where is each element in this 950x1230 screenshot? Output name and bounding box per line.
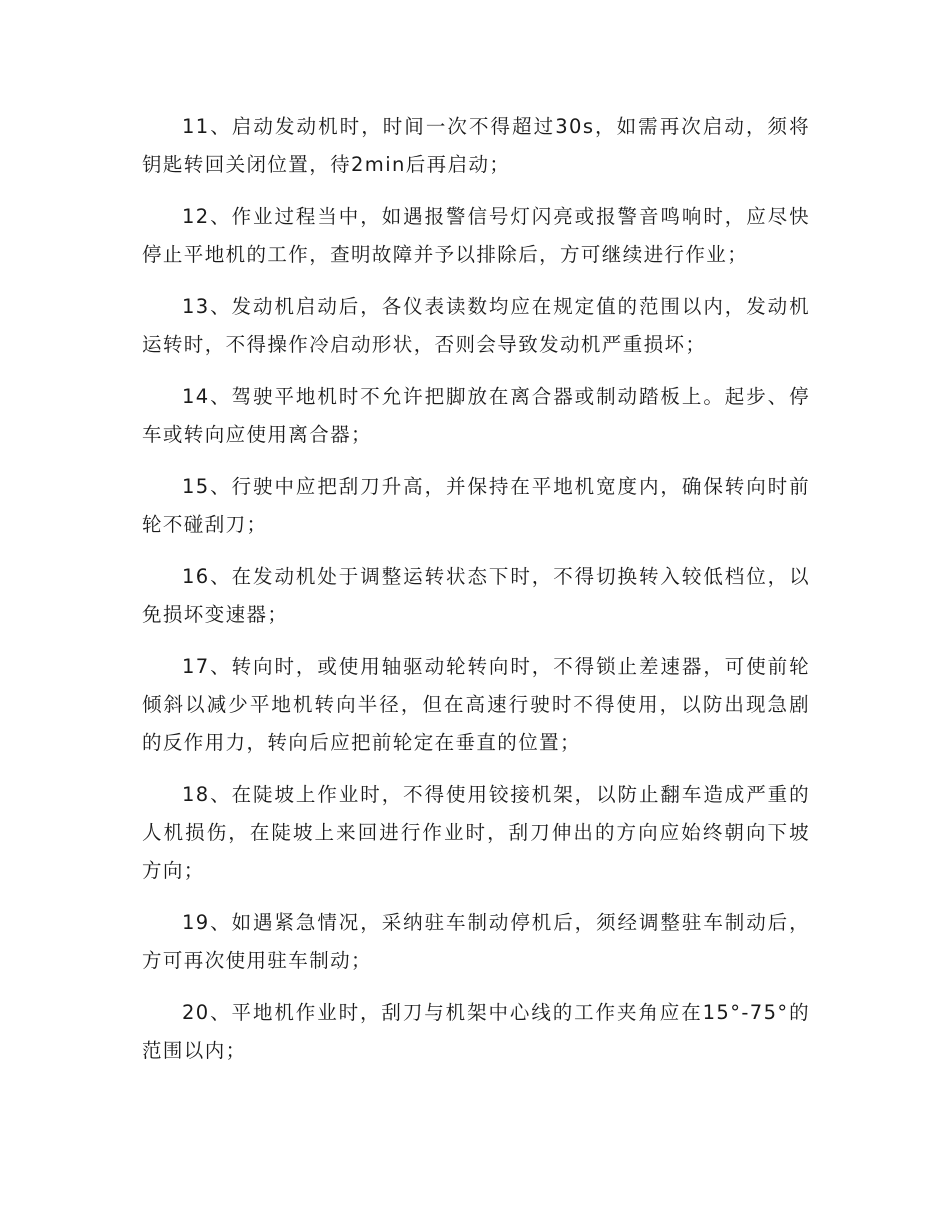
paragraph-16: 16、在发动机处于调整运转状态下时，不得切换转入较低档位，以免损坏变速器；	[142, 565, 810, 626]
paragraph-14: 14、驾驶平地机时不允许把脚放在离合器或制动踏板上。起步、停车或转向应使用离合器；	[142, 385, 810, 446]
paragraph-17: 17、转向时，或使用轴驱动轮转向时，不得锁止差速器，可使前轮倾斜以减少平地机转向半径，但在高速行驶时不得使用，以防出现急剧的反作用力，转向后应把前轮定在垂直的位置；	[142, 655, 810, 754]
paragraph-18: 18、在陡坡上作业时，不得使用铰接机架，以防止翻车造成严重的人机损伤，在陡坡上来回进行作业时，刮刀伸出的方向应始终朝向下坡方向；	[142, 783, 810, 882]
paragraph-12: 12、作业过程当中，如遇报警信号灯闪亮或报警音鸣响时，应尽快停止平地机的工作，查明故障并予以排除后，方可继续进行作业；	[142, 205, 810, 266]
paragraph-15: 15、行驶中应把刮刀升高，并保持在平地机宽度内，确保转向时前轮不碰刮刀；	[142, 475, 810, 536]
paragraph-19: 19、如遇紧急情况，采纳驻车制动停机后，须经调整驻车制动后，方可再次使用驻车制动；	[142, 911, 810, 972]
document-body	[142, 108, 810, 1084]
paragraph-11: 11、启动发动机时，时间一次不得超过30s，如需再次启动，须将钥匙转回关闭位置，待2min后再启动；	[142, 115, 810, 176]
paragraph-13: 13、发动机启动后，各仪表读数均应在规定值的范围以内，发动机运转时，不得操作冷启动形状，否则会导致发动机严重损坏；	[142, 295, 810, 356]
paragraph-20: 20、平地机作业时，刮刀与机架中心线的工作夹角应在15°-75°的范围以内；	[142, 1001, 810, 1062]
